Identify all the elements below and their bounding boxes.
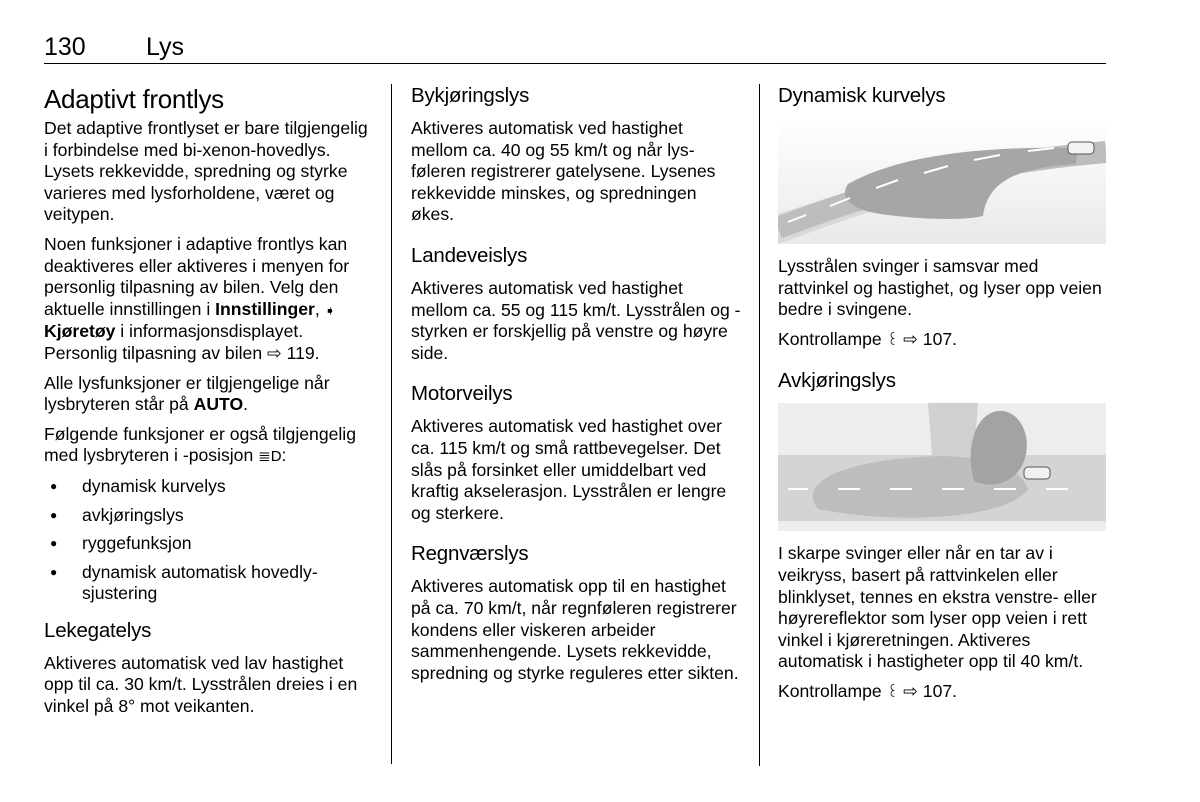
- column-divider-2: [759, 84, 760, 766]
- column-2: [411, 84, 743, 692]
- vehicle-menu-label: Kjøretøy: [44, 321, 116, 342]
- paragraph-motorveilys: Aktiveres automatisk ved hastighet over ca. 115 km/t og små rattbevegelser. Det slås på forsinket eller umiddelbart ved kraftig akselerasjon. Lysstrålen er lengre og sterkere.: [411, 416, 727, 523]
- auto-label: AUTO: [193, 394, 244, 415]
- list-item: ● ryggefunksjon: [44, 533, 374, 555]
- chapter-title: Lys: [146, 33, 184, 61]
- control-lamp-line-1: Kontrollampe ꒰ ⇨ 107.: [778, 328, 958, 349]
- section-heading-regnvaerslys: Regnværslys: [411, 542, 529, 566]
- control-lamp-line-2: Kontrollampe ꒰ ⇨ 107.: [778, 680, 958, 701]
- column-1: [44, 84, 374, 726]
- curve-light-indicator-icon: ꒰: [886, 331, 899, 349]
- page-number: 130: [44, 33, 86, 61]
- settings-menu-label: Innstillinger: [215, 298, 315, 319]
- arrow-right-icon: ➧: [324, 302, 336, 318]
- cornering-light-illustration: [778, 403, 1106, 531]
- paragraph-dynamisk-kurvelys: Lysstrålen svinger i samsvar med rattvinkel og hastighet, og lyser opp veien bedre i svingene.: [778, 256, 1102, 320]
- section-heading-lekegatelys: Lekegatelys: [44, 618, 152, 642]
- list-item: ● dynamisk automatisk hovedlysjustering: [44, 562, 374, 605]
- curve-light-indicator-icon: ꒰: [886, 683, 899, 701]
- paragraph-settings: Noen funksjoner i adaptive frontlys kan deaktiveres eller aktiveres i menyen for personlig tilpasning av bilen. Velg den aktuelle innstillingen i Innstillinger, ➧ Kjøretøy i informasjonsdisplayet. Personlig tilpasning av bilen ⇨ 119.: [44, 233, 350, 363]
- list-item: ● avkjøringslys: [44, 505, 374, 527]
- section-heading-dynamisk-kurvelys: Dynamisk kurvelys: [778, 84, 946, 107]
- page-reference: ⇨ 119.: [267, 342, 320, 363]
- function-list: [44, 476, 374, 605]
- section-heading-landeveislys: Landeveislys: [411, 243, 528, 267]
- column-divider-1: [391, 84, 392, 764]
- section-heading-adaptivt-frontlys: Adaptivt frontlys: [44, 84, 224, 114]
- paragraph-landeveislys: Aktiveres automatisk ved hastighet mellom ca. 55 og 115 km/t. Lysstrålen og -styrken er forskjellig på venstre og høyre side.: [411, 277, 741, 363]
- paragraph-bykjoringslys: Aktiveres automatisk ved hastighet mellom ca. 40 og 55 km/t og når lysføleren registrerer gatelysene. Lysenes rekkevidde minskes, og spredningen økes.: [411, 118, 716, 225]
- page-reference: ⇨ 107.: [903, 680, 958, 701]
- curve-light-illustration: [778, 118, 1106, 244]
- header-rule: [44, 63, 1106, 64]
- list-item: ● dynamisk kurvelys: [44, 476, 374, 498]
- column-3: [778, 84, 1108, 712]
- section-heading-avkjoringslys: Avkjøringslys: [778, 369, 896, 393]
- section-heading-bykjoringslys: Bykjøringslys: [411, 84, 530, 107]
- section-heading-motorveilys: Motorveilys: [411, 382, 513, 406]
- paragraph-functions: Følgende funksjoner er også tilgjengelig med lysbryteren i -posisjon ≣D:: [44, 423, 356, 466]
- paragraph-avkjoringslys: I skarpe svinger eller når en tar av i veikryss, basert på rattvinkelen eller blinklyset, tennes en ekstra venstre- eller høyrereflektor som lyser opp veien i rett vinkel i kjøreretningen. Aktiveres automatisk i hastigheter opp til 40 km/t.: [778, 543, 1097, 672]
- paragraph-regnvaerslys: Aktiveres automatisk opp til en hastighet på ca. 70 km/t, når regnføleren registrerer kondens eller viskeren arbeider sammenhengende. Lysets rekkevidde, spredning og styrke reguleres etter sikten.: [411, 576, 739, 683]
- paragraph-auto: Alle lysfunksjoner er tilgjengelige når lysbryteren står på AUTO.: [44, 372, 330, 415]
- paragraph-lekegatelys: Aktiveres automatisk ved lav hastighet opp til ca. 30 km/t. Lysstrålen dreies i en vinkel på 8° mot veikanten.: [44, 652, 358, 717]
- headlight-icon: ≣D: [258, 448, 282, 466]
- paragraph-intro: Det adaptive frontlyset er bare tilgjengelig i forbindelse med bi-xenon-hovedlys. Lysets rekkevidde, spredning og styrke varieres med lysforholdene, været og veitypen.: [44, 118, 368, 225]
- page-reference: ⇨ 107.: [903, 328, 958, 349]
